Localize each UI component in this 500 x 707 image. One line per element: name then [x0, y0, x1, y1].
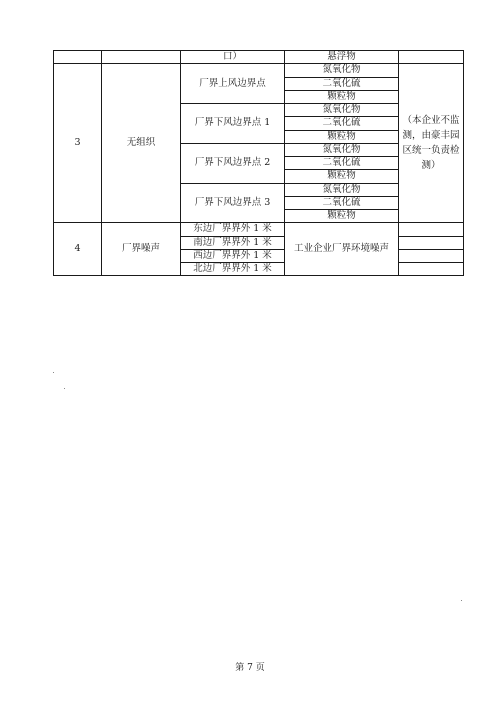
- row-number-cell: 4: [54, 223, 102, 276]
- monitoring-point-cell: 西边厂界界外 1 米: [181, 249, 285, 262]
- pollutant-cell: 颗粒物: [285, 170, 399, 183]
- pollutant-cell: 氮氧化物: [285, 183, 399, 196]
- empty-cell: [102, 51, 181, 64]
- monitoring-point-cell: 厂界下风边界点 1: [181, 104, 285, 144]
- monitoring-point-cell: 厂界下风边界点 3: [181, 183, 285, 223]
- table-row: [54, 223, 464, 236]
- monitoring-point-cell: 东边厂界界外 1 米: [181, 223, 285, 236]
- scan-speck: [461, 600, 462, 601]
- pollutant-cell: 氮氧化物: [285, 143, 399, 156]
- pollutant-cell: 颗粒物: [285, 130, 399, 143]
- pollutant-cell: 颗粒物: [285, 90, 399, 103]
- remark-cell: [399, 249, 464, 262]
- pollutant-cell: 氮氧化物: [285, 64, 399, 77]
- monitoring-point-cell: 厂界上风边界点: [181, 64, 285, 104]
- category-cell: 无组织: [102, 64, 181, 223]
- monitoring-point-cell: 口）: [181, 51, 285, 64]
- category-cell: 厂界噪声: [102, 223, 181, 276]
- pollutant-cell: 悬浮物: [285, 51, 399, 64]
- remark-cell: [399, 263, 464, 276]
- scan-speck: [64, 388, 65, 389]
- page-number: 第 7 页: [235, 663, 265, 673]
- monitoring-table: [53, 50, 464, 276]
- remark-cell: [399, 51, 464, 64]
- remark-cell: [399, 236, 464, 249]
- scan-speck: [53, 372, 54, 373]
- pollutant-cell: 二氧化硫: [285, 117, 399, 130]
- table-row: [54, 51, 464, 64]
- pollutant-cell: 氮氧化物: [285, 104, 399, 117]
- table-row: [54, 64, 464, 77]
- pollutant-cell: 工业企业厂界环境噪声: [285, 223, 399, 276]
- monitoring-point-cell: 厂界下风边界点 2: [181, 143, 285, 183]
- monitoring-point-cell: 南边厂界界外 1 米: [181, 236, 285, 249]
- pollutant-cell: 二氧化硫: [285, 157, 399, 170]
- row-number-cell: 3: [54, 64, 102, 223]
- empty-cell: [54, 51, 102, 64]
- pollutant-cell: 颗粒物: [285, 210, 399, 223]
- remark-cell: （本企业不监测，由豪丰园区统一负责检测）: [399, 64, 464, 223]
- pollutant-cell: 二氧化硫: [285, 77, 399, 90]
- monitoring-point-cell: 北边厂界界外 1 米: [181, 263, 285, 276]
- pollutant-cell: 二氧化硫: [285, 196, 399, 209]
- remark-cell: [399, 223, 464, 236]
